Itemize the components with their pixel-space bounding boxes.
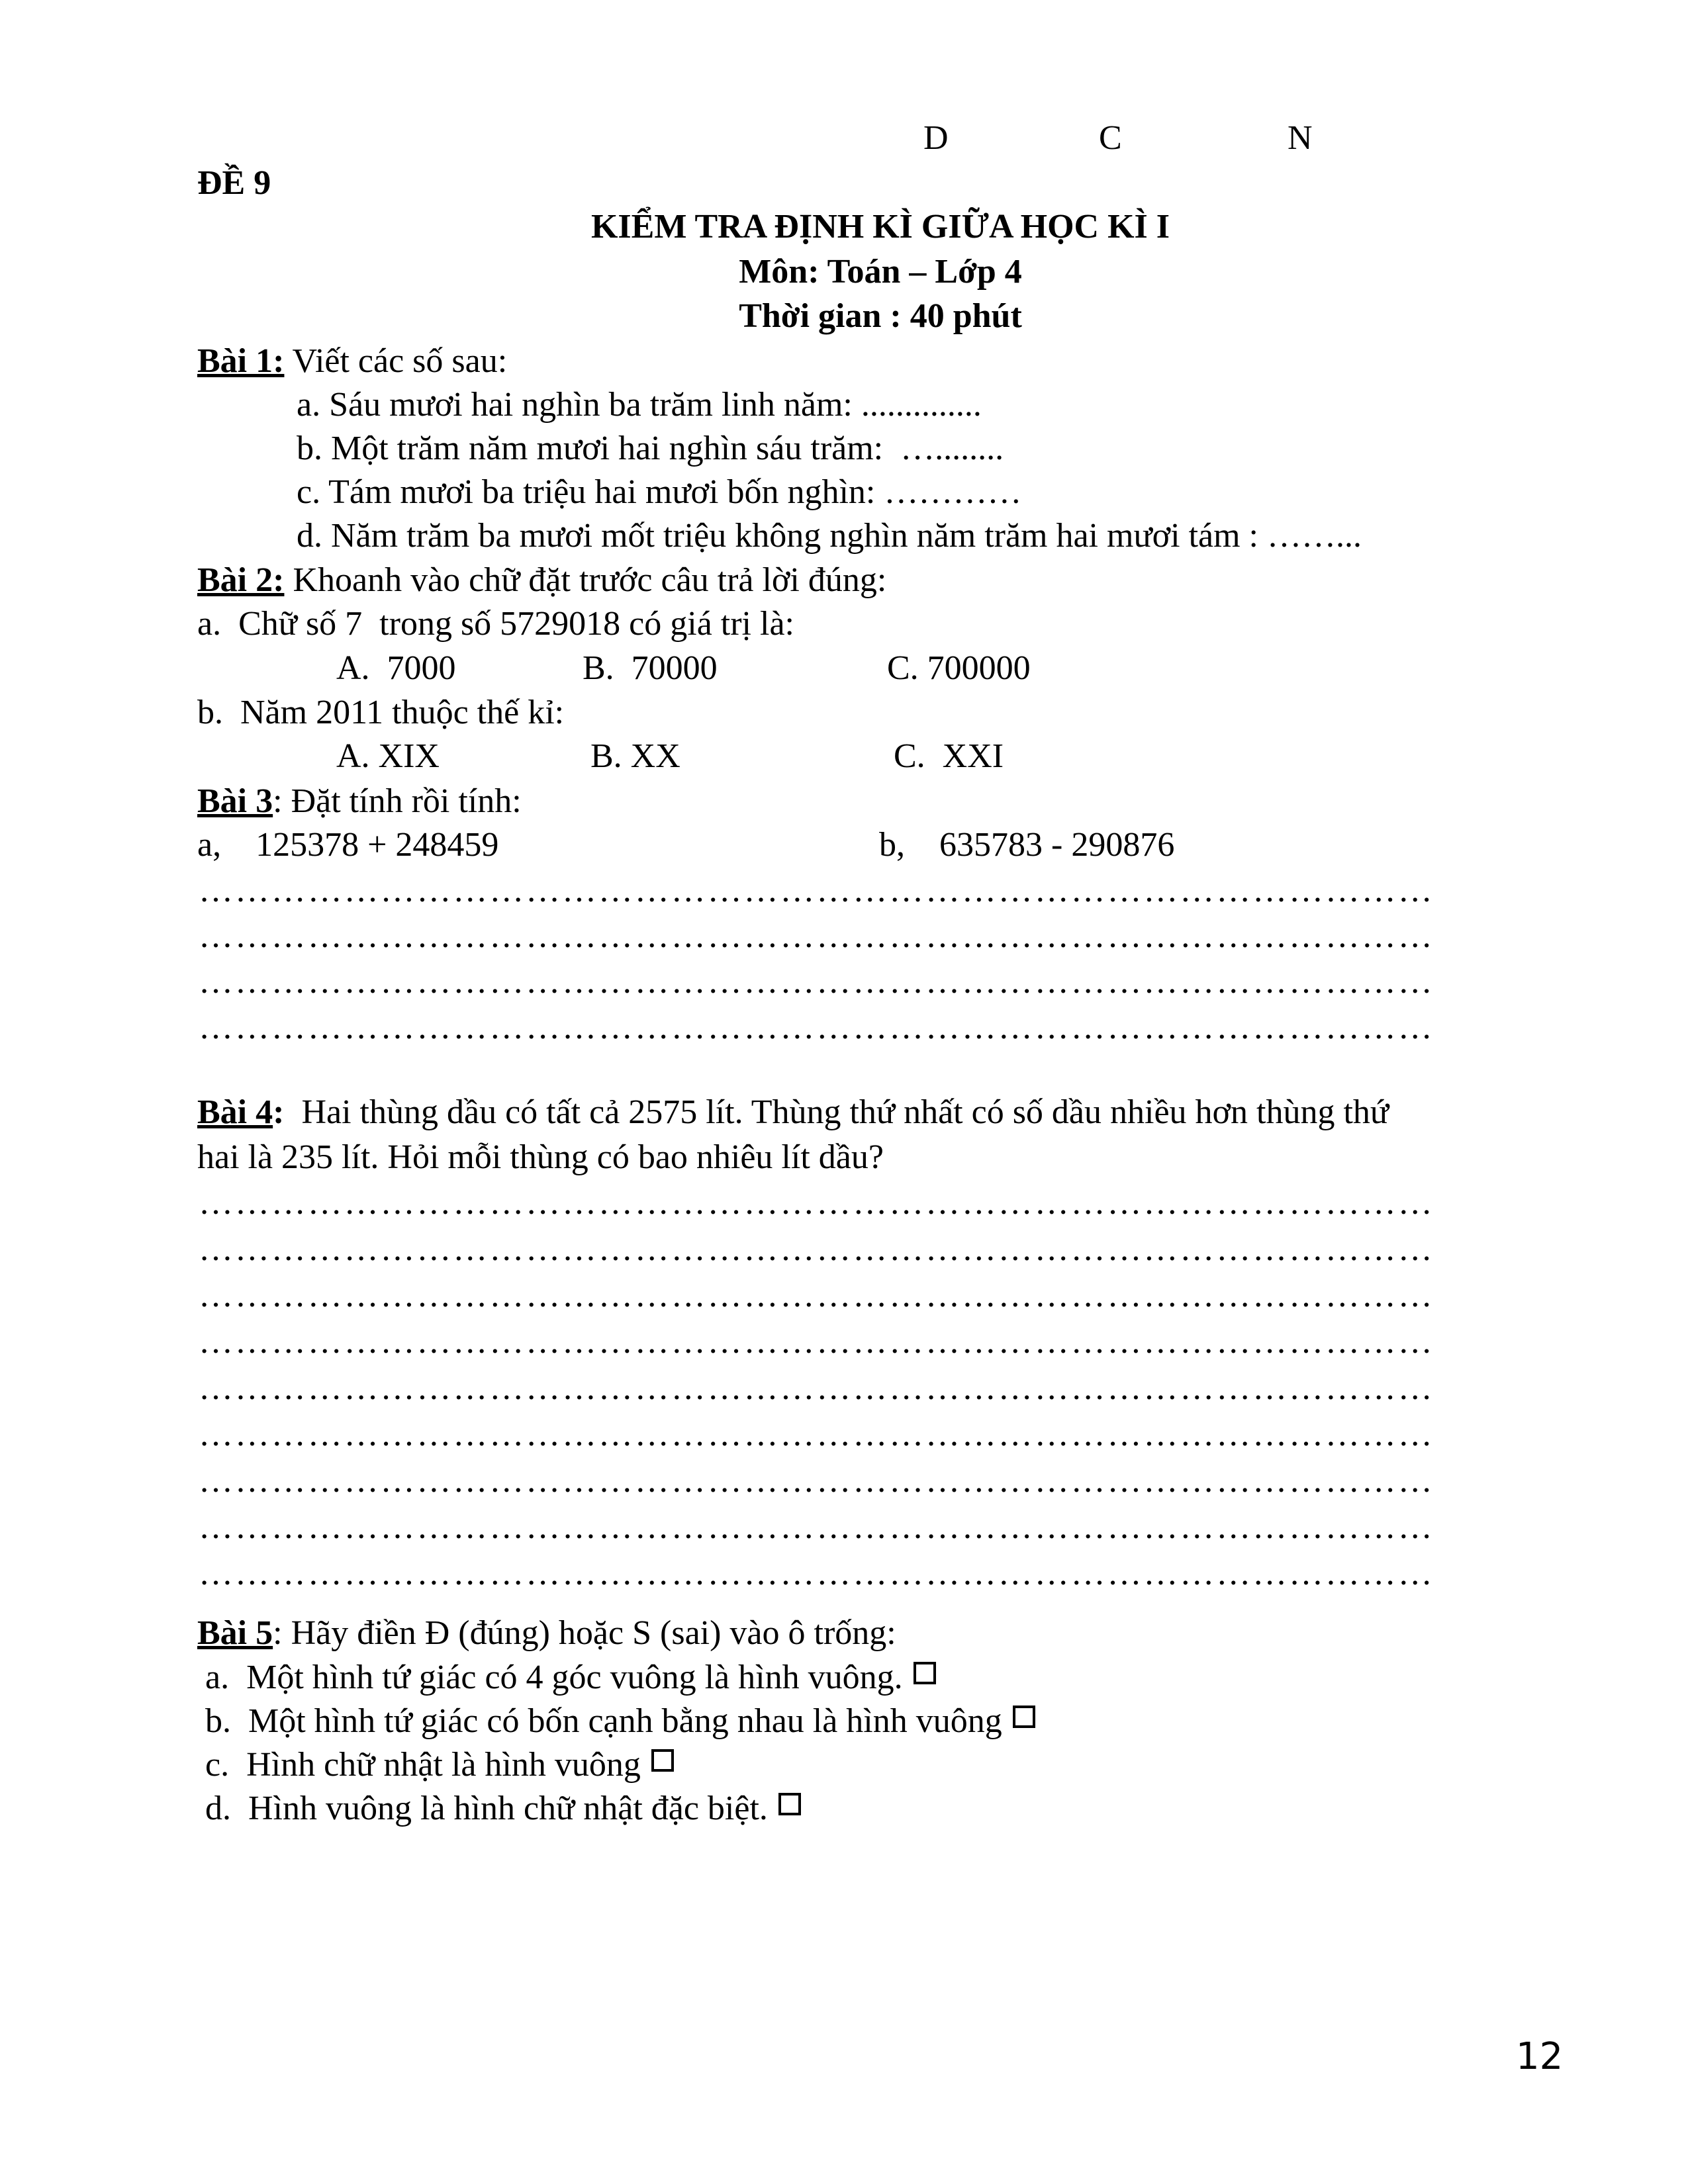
bai2-heading — [197, 560, 886, 601]
bai3-answer-line: ………………………………………………………………………………………… — [199, 963, 1434, 1001]
bai1-heading — [197, 341, 507, 382]
bai3-heading — [197, 781, 522, 822]
bai4-answer-line: ………………………………………………………………………………………… — [199, 1230, 1434, 1268]
bai3-answer-line: ………………………………………………………………………………………… — [199, 1009, 1434, 1046]
bai3-prompt: : Đặt tính rồi tính: — [273, 782, 522, 820]
bai2-question-a: a. Chữ số 7 trong số 5729018 có giá trị là: — [197, 605, 794, 643]
exam-title: KIỂM TRA ĐỊNH KÌ GIỮA HỌC KÌ I — [590, 208, 1170, 246]
bai4-answer-line: ………………………………………………………………………………………… — [199, 1277, 1434, 1314]
bai4-text-1: Hai thùng dầu có tất cả 2575 lít. Thùng thứ nhất có số dầu nhiều hơn thùng thứ — [284, 1093, 1389, 1131]
bai4-answer-line: ………………………………………………………………………………………… — [199, 1555, 1434, 1592]
bai1-item-c: c. Tám mươi ba triệu hai mươi bốn nghìn: ………… — [297, 473, 1022, 511]
answer-box[interactable] — [651, 1749, 674, 1772]
answer-box[interactable] — [778, 1793, 801, 1815]
bai4-answer-line: ………………………………………………………………………………………… — [199, 1323, 1434, 1361]
bai2-b-option-c: C. XXI — [894, 737, 1004, 775]
bai4-answer-line: ………………………………………………………………………………………… — [199, 1369, 1434, 1407]
top-mark-n: N — [1288, 119, 1313, 157]
answer-box[interactable] — [914, 1662, 936, 1684]
bai5-item-d — [205, 1788, 801, 1829]
bai2-prompt: Khoanh vào chữ đặt trước câu trả lời đúng: — [284, 561, 887, 599]
bai3-answer-line: ………………………………………………………………………………………… — [199, 872, 1434, 909]
bai5-item-b — [205, 1701, 1035, 1742]
bai4-answer-line: ………………………………………………………………………………………… — [199, 1416, 1434, 1453]
bai1-prompt: Viết các số sau: — [284, 342, 508, 380]
bai4-label: Bài 4 — [197, 1093, 273, 1131]
bai2-question-b: b. Năm 2011 thuộc thế kỉ: — [197, 694, 565, 731]
bai2-a-option-c: C. 700000 — [887, 649, 1031, 687]
bai3-label: Bài 3 — [197, 782, 273, 820]
bai2-a-option-b: B. 70000 — [583, 649, 718, 687]
bai4-colon: : — [273, 1093, 285, 1131]
bai4-answer-line: ………………………………………………………………………………………… — [199, 1462, 1434, 1500]
exam-subject: Môn: Toán – Lớp 4 — [739, 253, 1022, 291]
bai5-prompt: : Hãy điền Đ (đúng) hoặc S (sai) vào ô trống: — [273, 1614, 896, 1652]
bai2-b-option-b: B. XX — [590, 737, 680, 775]
bai4-line1 — [197, 1092, 1389, 1133]
bai2-a-option-a: A. 7000 — [336, 649, 456, 687]
bai4-answer-line: ………………………………………………………………………………………… — [199, 1184, 1434, 1222]
exam-code: ĐỀ 9 — [197, 164, 271, 202]
bai5-item-c-text: c. Hình chữ nhật là hình vuông — [205, 1746, 641, 1784]
bai4-line2: hai là 235 lít. Hỏi mỗi thùng có bao nhiêu lít dầu? — [197, 1138, 884, 1176]
bai1-item-d: d. Năm trăm ba mươi mốt triệu không nghìn năm trăm hai mươi tám : ……... — [297, 517, 1362, 555]
top-mark-d: D — [923, 119, 949, 157]
exam-time: Thời gian : 40 phút — [739, 297, 1022, 335]
bai5-item-a — [205, 1657, 936, 1698]
answer-box[interactable] — [1013, 1706, 1035, 1728]
bai5-item-b-text: b. Một hình tứ giác có bốn cạnh bằng nhau là hình vuông — [205, 1702, 1002, 1740]
bai5-label: Bài 5 — [197, 1614, 273, 1652]
bai3-answer-line: ………………………………………………………………………………………… — [199, 917, 1434, 955]
bai4-answer-line: ………………………………………………………………………………………… — [199, 1508, 1434, 1546]
bai2-b-option-a: A. XIX — [336, 737, 440, 775]
bai1-label: Bài 1: — [197, 342, 285, 380]
bai3-part-a: a, 125378 + 248459 — [197, 826, 499, 864]
bai5-item-a-text: a. Một hình tứ giác có 4 góc vuông là hình vuông. — [205, 1659, 903, 1696]
bai2-label: Bài 2: — [197, 561, 285, 599]
top-mark-c: C — [1099, 119, 1122, 157]
bai3-part-b: b, 635783 - 290876 — [879, 826, 1175, 864]
bai5-item-d-text: d. Hình vuông là hình chữ nhật đặc biệt. — [205, 1790, 768, 1827]
bai1-item-a: a. Sáu mươi hai nghìn ba trăm linh năm: .............. — [297, 386, 982, 424]
bai5-heading — [197, 1613, 896, 1654]
page-number: 12 — [1516, 2035, 1564, 2078]
bai5-item-c — [205, 1745, 674, 1786]
bai1-item-b: b. Một trăm năm mươi hai nghìn sáu trăm: …........ — [297, 430, 1004, 467]
